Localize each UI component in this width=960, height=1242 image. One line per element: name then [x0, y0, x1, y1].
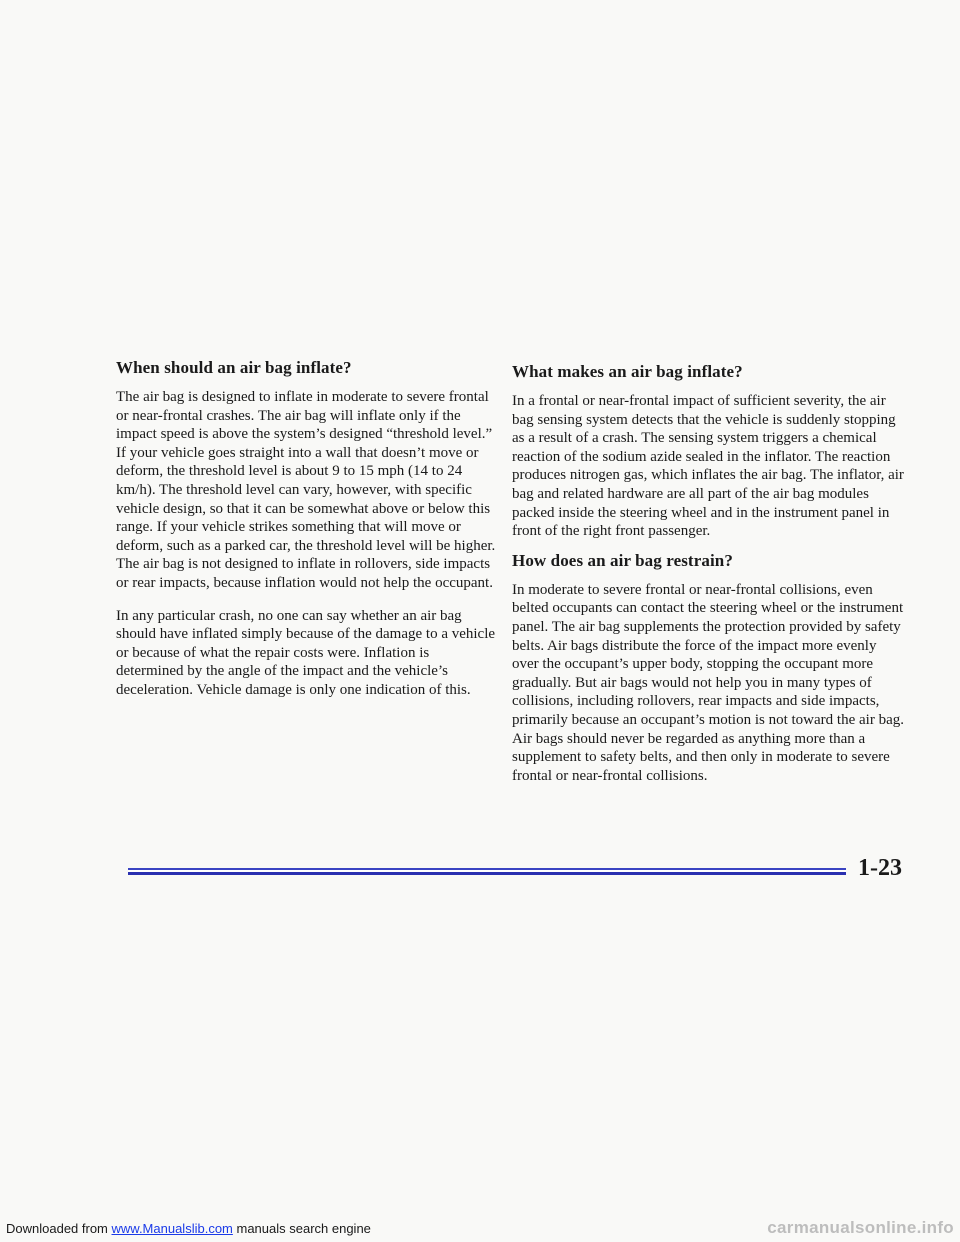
paragraph-threshold: The air bag is designed to inflate in moderate to severe frontal or near-frontal crashes. The air bag will inflate only if the impact speed is above the system’s designed “threshold level.” If your vehicle goes straight into a wall that doesn’t move or deform, the threshold level is about 9 to 15 mph (14 to 24 km/h). The threshold level can vary, however, with specific vehicle design, so that it can be somewhat above or below this range. If your vehicle strikes something that will move or deform, such as a parked car, the threshold level will be higher. The air bag is not designed to inflate in rollovers, side impacts or rear impacts, because inflation would not help the occupant. — [116, 389, 496, 591]
heading-when-inflate: When should an air bag inflate? — [116, 358, 352, 377]
paragraph-sensing-system: In a frontal or near-frontal impact of sufficient severity, the air bag sensing system detects that the vehicle is suddenly stopping as a result of a crash. The sensing system triggers a chemical reaction of the sodium azide sealed in the inflator. The reaction produces nitrogen gas, which inflates the air bag. The inflator, air bag and related hardware are all part of the air bag modules packed inside the steering wheel and in the instrument panel in front of the right front passenger. — [512, 393, 904, 540]
left-column — [116, 358, 496, 714]
download-prefix: Downloaded from — [6, 1221, 112, 1236]
download-suffix: manuals search engine — [232, 1221, 371, 1236]
heading-how-restrain: How does an air bag restrain? — [512, 550, 733, 570]
watermark-text: carmanualsonline.info — [767, 1218, 954, 1237]
paragraph-restrain: In moderate to severe frontal or near-frontal collisions, even belted occupants can contact the steering wheel or the instrument panel. The air bag supplements the protection provided by safety belts. Air bags distribute the force of the impact more evenly over the occupant’s upper body, stopping the occupant more gradually. But air bags would not help you in many types of collisions, including rollovers, rear impacts and side impacts, primarily because an occupant’s motion is not toward the air bag. Air bags should never be regarded as anything more than a supplement to safety belts, and then only in moderate to severe frontal or near-frontal collisions. — [512, 581, 904, 784]
page-number: 1-23 — [858, 855, 902, 881]
paragraph-particular-crash: In any particular crash, no one can say whether an air bag should have inflated simply because of the damage to a vehicle or because of what the repair costs were. Inflation is determined by the angle of the impact and the vehicle’s deceleration. Vehicle damage is only one indication of this. — [116, 607, 496, 698]
download-notice — [6, 1221, 371, 1236]
heading-what-makes-inflate: What makes an air bag inflate? — [512, 362, 743, 381]
manualslib-link[interactable]: www.Manualslib.com — [111, 1221, 233, 1236]
footer — [0, 1214, 960, 1242]
page-divider-rule — [128, 868, 846, 875]
right-column — [512, 358, 904, 795]
